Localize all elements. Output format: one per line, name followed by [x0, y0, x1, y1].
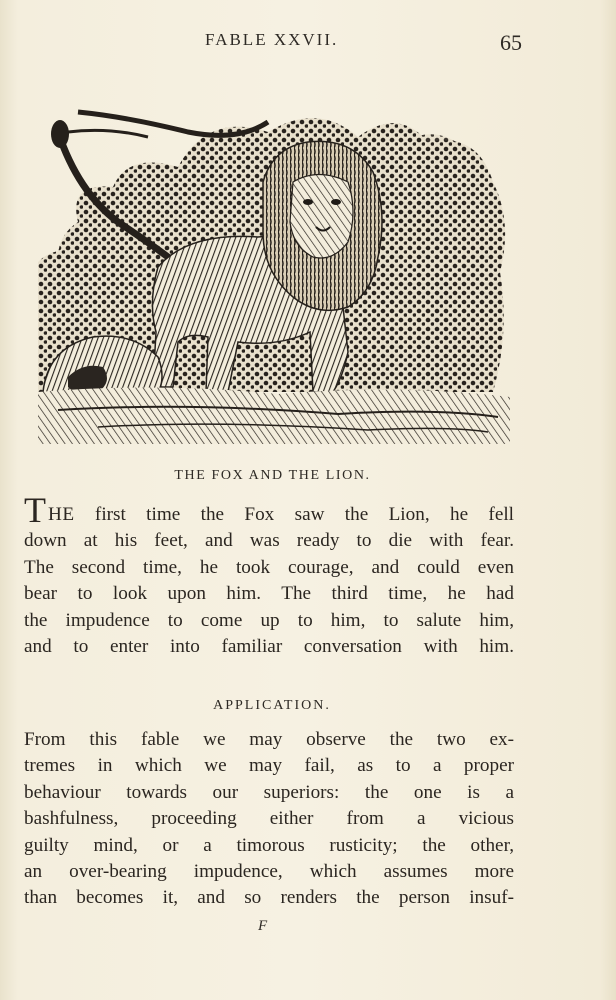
application-heading: APPLICATION.: [213, 698, 331, 713]
application-text: [24, 727, 514, 912]
drop-cap: T: [24, 490, 46, 530]
fable-line: [24, 490, 514, 530]
fable-line: down at his feet, and was ready to die with fear.: [24, 530, 514, 552]
application-line: bashfulness, proceeding either from a vicious: [24, 808, 514, 830]
fable-line: and to enter into familiar conversation with him.: [24, 636, 514, 658]
application-line: tremes in which we may fail, as to a proper: [24, 755, 514, 777]
application-line: behaviour towards our superiors: the one is a: [24, 781, 514, 803]
running-head: FABLE XXVII.: [205, 30, 339, 49]
signature-mark: F: [258, 918, 268, 934]
fable-line: the impudence to come up to him, to salute him,: [24, 609, 514, 631]
fable-line: The second time, he took courage, and could even: [24, 556, 514, 578]
application-line: than becomes it, and so renders the person insuf-: [24, 887, 514, 909]
application-line: an over-bearing impudence, which assumes more: [24, 861, 514, 883]
fable-text: [24, 490, 514, 660]
fable-line-text: first time the Fox saw the Lion, he fell: [74, 504, 514, 525]
page-number: 65: [500, 30, 522, 55]
fable-title: THE FOX AND THE LION.: [174, 468, 371, 483]
lion-woodcut-icon: [38, 92, 510, 444]
application-line: guilty mind, or a timorous rusticity; the other,: [24, 834, 514, 856]
first-word-rest: HE: [48, 504, 75, 525]
fable-line: bear to look upon him. The third time, he had: [24, 583, 514, 605]
application-line: From this fable we may observe the two ex-: [24, 729, 514, 750]
